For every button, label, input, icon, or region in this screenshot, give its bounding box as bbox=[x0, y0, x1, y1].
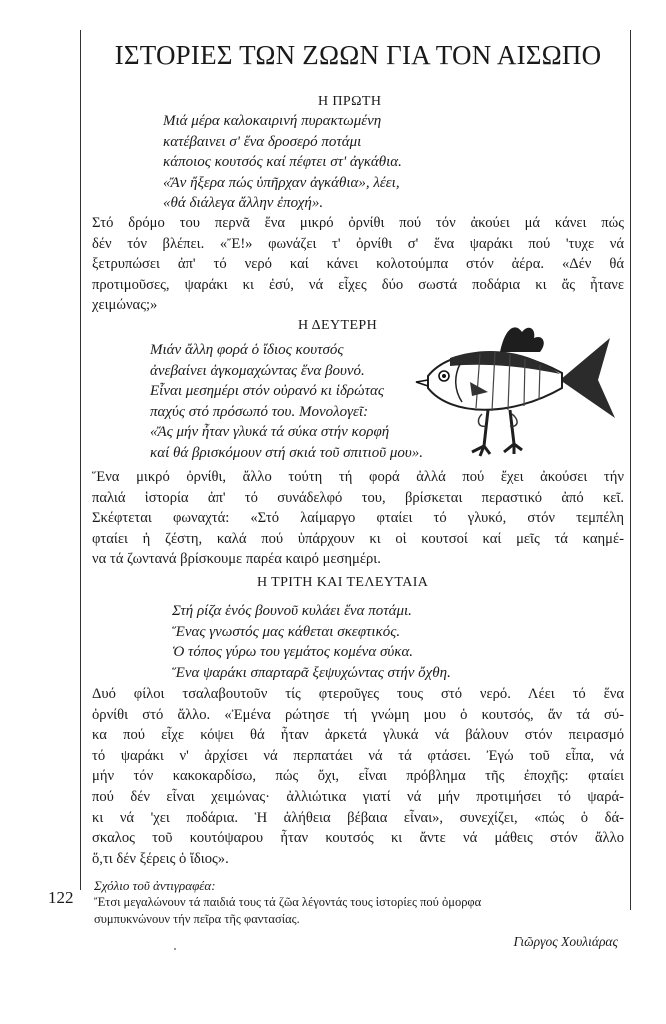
prose-second bbox=[92, 467, 624, 570]
section-heading-third: Η ΤΡΙΤΗ ΚΑΙ ΤΕΛΕΥΤΑΙΑ bbox=[257, 575, 429, 590]
prose-line: κα πού εἶχε κόψει θά ἦταν ἀρκετά γλυκά νά βάλουν στόν πειρασμό bbox=[92, 727, 624, 744]
prose-line: ὅ,τι δέν ξέρεις ὁ ἴδιος». bbox=[92, 850, 229, 867]
prose-line: δέν τόν βλέπει. «Ἔ!» φωνάζει τ' ὀρνίθι σ' ἕνα ψαράκι πού 'τυχε νά bbox=[92, 235, 624, 252]
prose-line: Ἕνα μικρό ὀρνίθι, ἄλλο τούτη τή φορά ἀλλά πού ἔχει ἀκούσει τήν bbox=[92, 469, 624, 485]
prose-line: χειμώνας;» bbox=[92, 297, 158, 314]
ink-speck bbox=[174, 948, 176, 950]
poem-line: «θά διάλεγα ἄλλην ἐποχή». bbox=[163, 195, 324, 211]
poem-line: κατέβαινει σ' ἕνα δροσερό ποτάμι bbox=[163, 133, 362, 150]
poem-second bbox=[150, 340, 423, 463]
page-title: ΙΣΤΟΡΙΕΣ ΤΩΝ ΖΩΩΝ ΓΙΑ ΤΟΝ ΑΙΣΩΠΟ bbox=[114, 40, 602, 70]
poem-line: Στή ρίζα ἑνός βουνοῦ κυλάει ἕνα ποτάμι. bbox=[172, 603, 412, 619]
poem-line: καί θά βρισκόμουν στή σκιά τοῦ σπιτιοῦ μου». bbox=[150, 444, 424, 461]
note-line: Ἔτσι μεγαλώνουν τά παιδιά τους τά ζῶα λέγοντάς τους ἱστορίες πού ὀμορφα bbox=[94, 895, 482, 909]
prose-line: μήν τόν κακοκαρδίσω, πώς ὄχι, εἶναι πρόβλημα τῆς ἐποχῆς: φταίει bbox=[92, 768, 624, 785]
poem-line: Ὁ τόπος γύρω του γεμάτος κομένα σύκα. bbox=[172, 644, 414, 660]
poem-line: «Ἄν ἤξερα πώς ὑπῆρχαν ἀγκάθια», λέει, bbox=[163, 174, 400, 191]
poem-line: Μιάν ἄλλη φορά ὁ ἴδιος κουτσός bbox=[150, 342, 344, 358]
prose-line: προτιμοῦσες, ψαράκι κι ἐσύ, νά εἶχες δύο σωστά ποδάρια κι ἄς ἦτανε bbox=[92, 276, 624, 293]
prose-line: ὀρνίθι στό ἄλλο. «Ἐμένα ρώτησε τή γνώμη μου ὁ κουτσός, ἄν τά σύ- bbox=[92, 706, 624, 723]
note-label: Σχόλιο τοῦ ἀντιγραφέα: bbox=[94, 878, 216, 893]
note-text bbox=[94, 894, 624, 928]
prose-third bbox=[92, 684, 624, 869]
section-heading-second: Η ΔΕΥΤΕΡΗ bbox=[298, 318, 378, 333]
prose-line: παλιά ἱστορία ἀπ' τό συνάδελφό του, βρίσκεται περαστικό ἀπό κεῖ. bbox=[92, 489, 624, 506]
author-signature: Γιῶργος Χουλιάρας bbox=[513, 934, 618, 949]
prose-line: Στό δρόμο του περνᾶ ἕνα μικρό ὀρνίθι πού τόν ἀκούει μά κάνει πώς bbox=[92, 215, 624, 231]
prose-line: Δυό φίλοι τσαλαβουτοῦν τίς φτεροῦγες τους στό νερό. Λέει τό ἕνα bbox=[92, 686, 624, 702]
poem-line: Μιά μέρα καλοκαιρινή πυρακτωμένη bbox=[163, 113, 382, 129]
left-margin-rule bbox=[80, 30, 81, 890]
prose-first bbox=[92, 213, 624, 316]
poem-line: κάποιος κουτσός καί πέφτει στ' ἀγκάθια. bbox=[163, 154, 402, 170]
poem-first bbox=[163, 111, 402, 214]
section-heading-first: Η ΠΡΩΤΗ bbox=[318, 94, 382, 109]
poem-line: Εἶναι μεσημέρι στόν οὐρανό κι ἱδρώτας bbox=[150, 383, 384, 399]
prose-line: κι νά 'χει ποδάρια. Ἡ ἀλήθεια βέβαια εἶναι», συνεχίζει, «πώς ὁ δά- bbox=[92, 809, 624, 826]
prose-line: σκαλος τοῦ κουτόψαρου ἦταν κουτσός κι ἄντε νά μάθεις στόν ἄλλο bbox=[92, 830, 624, 847]
poem-line: Ἕνας γνωστός μας κάθεται σκεφτικός. bbox=[172, 623, 401, 640]
prose-line: τό ψαράκι ν' ἀρχίσει νά περπατάει νά τά φτάσει. Ἐγώ τοῦ εἶπα, νά bbox=[92, 747, 624, 764]
fish-with-legs-illustration bbox=[410, 318, 620, 488]
poem-line: ἀνεβαίνει ἀγκομαχώντας ἕνα βουνό. bbox=[150, 362, 365, 379]
prose-line: Σκέφτεται φωναχτά: «Στό λαίμαργο φταίει τό γλυκό, στόν τεμπέλη bbox=[92, 510, 624, 527]
poem-line: παχύς στό πρόσωπό του. Μονολογεῖ: bbox=[150, 403, 369, 420]
prose-line: να τά ζωντανά βρίσκουμε παρέα καιρό μεσημέρι. bbox=[92, 551, 381, 568]
prose-line: πού δέν εἶναι χειμώνας· ἀλλιώτικα γιατί νά μήν προτιμήσει τό ψαρά- bbox=[92, 788, 624, 805]
right-margin-rule bbox=[630, 30, 631, 910]
prose-line: ξετρυπώσει ἀπ' τό νερό καί κάνει κολοτούμπα στόν ἀέρα. «Δέν θά bbox=[92, 256, 624, 273]
poem-line: Ἕνα ψαράκι σπαρταρᾶ ξεψυχώντας στήν ὄχθη. bbox=[172, 664, 451, 681]
note-line: συμπυκνώνουν τήν πεῖρα τῆς φαντασίας. bbox=[94, 912, 300, 926]
poem-line: «Ἄς μήν ἦταν γλυκά τά σύκα στήν κορφή bbox=[150, 424, 390, 440]
page-number: 122 bbox=[48, 888, 74, 907]
prose-line: φταίει ἡ ζέστη, καλά πού ὑπάρχουν κι οἱ κουτσοί καί μεῖς τά καημέ- bbox=[92, 530, 624, 547]
poem-third bbox=[172, 601, 451, 683]
